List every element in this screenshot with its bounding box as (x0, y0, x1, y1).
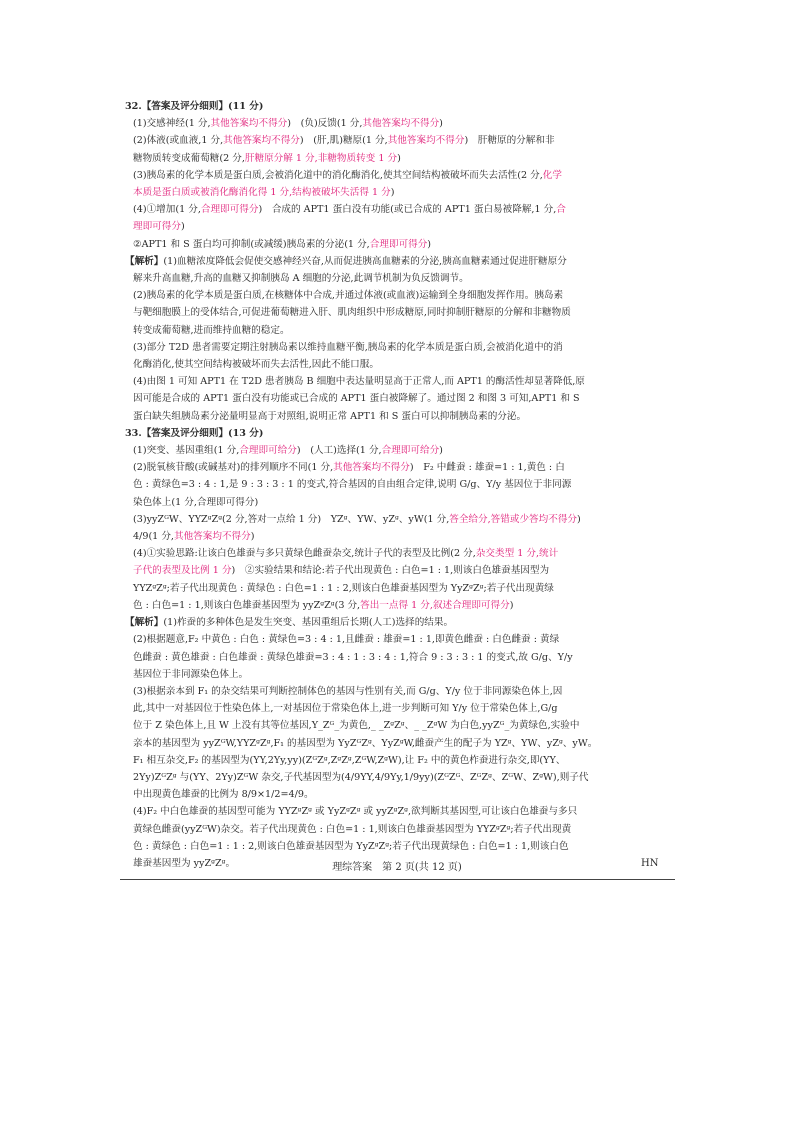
scoring-note: 理即可得分 (133, 221, 181, 233)
q33-answer-line (125, 511, 670, 528)
text-segment: (1)突变、基因重组(1 分, (133, 445, 240, 457)
q33-answer-line (125, 580, 670, 597)
text-segment: (4)F₂ 中白色雄蚕的基因型可能为 YYZᵍZᵍ 或 YyZᵍZᵍ 或 yyZᵍZᵍ,欲判断其基因型,可让该白色雄蚕与多只 (133, 806, 578, 818)
text-segment: (2)体液(或血液,1 分, (133, 135, 224, 147)
q32-explanation-line (125, 356, 670, 373)
q33-explanation-line (125, 700, 670, 717)
footer-divider (120, 879, 675, 880)
q32-explanation-line (125, 270, 670, 287)
text-segment: ) (180, 221, 185, 233)
scoring-note: 合理即可得分 (200, 204, 259, 216)
q33-explanation-line (125, 752, 670, 769)
text-segment: (3)yyZᴳW、YYZᵍZᵍ(2 分,答对一点给 1 分) YZᵍ、YW、yZᵍ、yW(1 分, (133, 513, 450, 525)
text-segment: 解来升高血糖,升高的血糖又抑制胰岛 A 细胞的分泌,此调节机制为负反馈调节。 (133, 273, 469, 285)
text-segment: ) 合成的 APT1 蛋白没有功能(或已合成的 APT1 蛋白易被降解,1 分, (258, 204, 557, 216)
text-segment: ) (509, 599, 514, 611)
scoring-note: 其他答案均不得分 (362, 118, 440, 130)
q32-explanation-line (125, 373, 670, 390)
q33-heading: 33.【答案及评分细则】(13 分) (125, 427, 264, 439)
text-segment: ) (人工)选择(1 分, (296, 445, 382, 457)
text-segment: (1)血糖浓度降低会促使交感神经兴奋,从而促进胰高血糖素的分泌,胰高血糖素通过促进肝糖原分 (163, 255, 567, 267)
text-segment: (4)由图 1 可知 APT1 在 T2D 患者胰岛 B 细胞中表达量明显高于正常人,而 APT1 的酶活性却显著降低,原 (133, 376, 585, 388)
q32-answer-line (125, 115, 670, 132)
text-segment: F₁ 相互杂交,F₂ 的基因型为(YY,2Yy,yy)(ZᴳZᵍ,ZᵍZᵍ,ZᴳW,ZᵍW),让 F₂ 中的黄色柞蚕进行杂交,即(YY、 (133, 754, 566, 766)
q32-explanation-line (125, 253, 670, 270)
explanation-label: 【解析】 (125, 617, 164, 629)
q33-explanation-line (125, 649, 670, 666)
q32-explanation-line (125, 339, 670, 356)
text-segment: 此,其中一对基因位于性染色体上,一对基因位于常染色体上,进一步判断可知 Y/y 位于常染色体上,G/g (133, 703, 558, 715)
q32-answer-line (125, 150, 670, 167)
q32-answer-line (125, 184, 670, 201)
text-segment: (2)胰岛素的化学本质是蛋白质,在核糖体中合成,并通过体液(或血液)运输到全身细胞发挥作用。胰岛素 (133, 290, 564, 302)
q33-answer-line (125, 459, 670, 476)
text-segment: 转变成葡萄糖,进而维持血糖的稳定。 (133, 324, 290, 336)
q32-answer-line (125, 218, 670, 235)
text-segment: 色 : 黄绿色=3 : 4 : 1,是 9 : 3 : 3 : 1 的变式,符合基因的自由组合定律,说明 G/g、Y/y 基因位于非同源 (133, 479, 572, 491)
text-segment: ②APT1 和 S 蛋白均可抑制(或减缓)胰岛素的分泌(1 分, (133, 238, 370, 250)
scoring-note: 其他答案均不得分 (210, 118, 288, 130)
q32-explanation-line (125, 287, 670, 304)
text-segment: ) 肝糖原的分解和非 (464, 135, 555, 147)
text-segment: 基因位于非同源染色体上。 (133, 668, 249, 680)
text-segment: 4/9(1 分, (133, 531, 174, 543)
text-segment: 位于 Z 染色体上,且 W 上没有其等位基因,Y_Zᴳ_为黄色,_ _ZᵍZᵍ、_ _ZᵍW 为白色,yyZᴳ_为黄绿色,实验中 (133, 720, 580, 732)
text-segment: (4)①增加(1 分, (133, 204, 201, 216)
text-segment: (3)根据亲本到 F₁ 的杂交结果可判断控制体色的基因与性别有关,而 G/g、Y/y 位于非同源染色体上,因 (133, 685, 563, 697)
text-segment: (1)柞蚕的多种体色是发生突变、基因重组后长期(人工)选择的结果。 (163, 617, 454, 629)
text-segment: 2Yy)ZᴳZᵍ 与(YY、2Yy)ZᴳW 杂交,子代基因型为(4/9YY,4/9Yy,1/9yy)(ZᴳZᴳ、ZᴳZᵍ、ZᴳW、ZᵍW),则子代 (133, 771, 589, 783)
text-segment: ) (439, 445, 443, 457)
q33-answer-line (125, 476, 670, 493)
scoring-note: 答全给分,答错或少答均不得分 (449, 513, 578, 525)
text-segment: (2)根据题意,F₂ 中黄色 : 白色 : 黄绿色=3 : 4 : 1,且雌蚕 : 雄蚕=1 : 1,即黄色雌蚕 : 白色雌蚕 : 黄绿 (133, 634, 560, 646)
text-segment: ) (439, 118, 443, 130)
scoring-note: 其他答案均不得分 (223, 135, 300, 147)
text-segment: ) F₂ 中雌蚕 : 雄蚕=1 : 1,黄色 : 白 (409, 462, 565, 474)
q33-explanation-line (125, 821, 670, 838)
text-segment: 色 : 黄绿色 : 白色=1 : 1 : 2,则该白色雄蚕基因型为 YyZᵍZᵍ;若子代出现黄绿色 : 白色=1 : 1,则该白色 (133, 840, 569, 852)
explanation-label: 【解析】 (125, 255, 164, 267)
q32-heading: 32.【答案及评分细则】(11 分) (125, 101, 264, 112)
text-segment: (1)交感神经(1 分, (133, 118, 211, 130)
scoring-note: 合理即可给分 (239, 445, 297, 457)
scoring-note: 子代的表型及比例 1 分 (133, 565, 232, 577)
text-segment: 与靶细胞膜上的受体结合,可促进葡萄糖进入肝、肌肉组织中形成糖原,同时抑制肝糖原的分解和非糖物质 (133, 307, 571, 319)
text-segment: ) ②实验结果和结论:若子代出现黄色 : 白色=1 : 1,则该白色雄蚕基因型为 (231, 565, 550, 577)
q32-explanation-line (125, 322, 670, 339)
q33-explanation-line (125, 614, 670, 631)
text-segment: 色雌蚕 : 黄色雄蚕 : 白色雄蚕 : 黄绿色雄蚕=3 : 4 : 1 : 3 : 4 : 1,符合 9 : 3 : 3 : 1 的变式,故 G/g、Y/y (133, 651, 573, 663)
text-segment: (3)胰岛素的化学本质是蛋白质,会被消化道中的消化酶消化,使其空间结构被破坏而失去活性(2 分, (133, 169, 543, 181)
text-segment: 黄绿色雌蚕(yyZᴳW)杂交。若子代出现黄色 : 白色=1 : 1,则该白色雄蚕基因型为 YYZᵍZᵍ;若子代出现黄 (133, 823, 572, 835)
text-segment: YYZᵍZᵍ;若子代出现黄色 : 黄绿色 : 白色=1 : 1 : 2,则该白色雄蚕基因型为 YyZᵍZᵍ;若子代出现黄绿 (133, 582, 554, 594)
scoring-note: 答出一点得 1 分,叙述合理即可得分 (360, 599, 510, 611)
text-segment: ) (390, 187, 395, 199)
scoring-note: 合理即可得分 (369, 238, 428, 250)
text-segment: 雄蚕基因型为 yyZᵍZᵍ。 (133, 857, 236, 869)
q33-explanation-line (125, 717, 670, 734)
text-segment: ) (肝,肌)糖原(1 分, (299, 135, 388, 147)
text-segment: ) (负)反馈(1 分, (287, 118, 363, 130)
text-segment: 色 : 白色=1 : 1,则该白色雄蚕基因型为 yyZᵍZᵍ(3 分, (133, 599, 361, 611)
text-segment: 因可能是合成的 APT1 蛋白没有功能或已合成的 APT1 蛋白被降解了。通过图 2 和图 3 可知,APT1 和 S (133, 393, 580, 405)
text-segment: (3)部分 T2D 患者需要定期注射胰岛素以维持血糖平衡,胰岛素的化学本质是蛋白质,会被消化道中的消 (133, 341, 563, 353)
q32-answer-line (125, 167, 670, 184)
q32-explanation-line (125, 390, 670, 407)
text-segment: (2)脱氧核苷酸(或碱基对)的排列顺序不同(1 分, (133, 462, 334, 474)
text-segment: 化酶消化,使其空间结构被破坏而失去活性,因此不能口服。 (133, 359, 379, 371)
q33-answer-line (125, 528, 670, 545)
q32-explanation-line (125, 408, 670, 425)
q32-answer-line (125, 236, 670, 253)
q32-explanation-line (125, 304, 670, 321)
text-segment: ) (427, 238, 432, 250)
scoring-note: 杂交类型 1 分,统计 (475, 548, 559, 560)
region-code: HN (641, 858, 659, 869)
page-number-label: 理综答案 第 2 页(共 12 页) (332, 862, 462, 873)
q33-explanation-line (125, 786, 670, 803)
q33-answer-line (125, 494, 670, 511)
q33-answer-line (125, 562, 670, 579)
q33-explanation-line (125, 683, 670, 700)
q33-answer-line (125, 545, 670, 562)
text-segment: ) (577, 513, 581, 525)
q33-answer-line (125, 442, 670, 459)
q33-explanation-line (125, 631, 670, 648)
scoring-note: 本质是蛋白质或被消化酶消化得 1 分,结构被破坏失活得 1 分 (133, 187, 391, 199)
text-segment: 染色体上(1 分,合理即可得分) (133, 496, 259, 508)
q32-answer-line (125, 201, 670, 218)
text-segment: 蛋白缺失组胰岛素分泌量明显高于对照组,说明正常 APT1 和 S 蛋白可以抑制胰岛素的分泌。 (133, 410, 527, 422)
text-segment: 糖物质转变成葡萄糖(2 分, (133, 152, 245, 164)
q33-explanation-line (125, 666, 670, 683)
text-segment: (4)①实验思路:让该白色雄蚕与多只黄绿色雌蚕杂交,统计子代的表型及比例(2 分, (133, 548, 476, 560)
scoring-note: 化学 (542, 169, 562, 181)
scoring-note: 其他答案均不得分 (173, 531, 251, 543)
text-segment: ) (397, 152, 401, 164)
text-segment: 亲本的基因型为 yyZᴳW,YYZᵍZᵍ,F₁ 的基因型为 YyZᴳZᵍ、YyZᵍW,雌蚕产生的配子为 YZᵍ、YW、yZᵍ、yW。 (133, 737, 598, 749)
answer-page (125, 98, 670, 872)
q33-explanation-line (125, 769, 670, 786)
q33-answer-line (125, 597, 670, 614)
text-segment: ) (250, 531, 255, 543)
scoring-note: 合理即可给分 (381, 445, 440, 457)
q33-explanation-line (125, 803, 670, 820)
q33-explanation-line (125, 838, 670, 855)
scoring-note: 其他答案均不得分 (333, 462, 410, 474)
text-segment: 中出现黄色雄蚕的比例为 8/9×1/2=4/9。 (133, 789, 314, 801)
q32-answer-line (125, 132, 670, 149)
scoring-note: 合 (556, 204, 566, 216)
scoring-note: 其他答案均不得分 (387, 135, 465, 147)
q33-explanation-line (125, 735, 670, 752)
scoring-note: 肝糖原分解 1 分,非糖物质转变 1 分 (244, 152, 398, 164)
